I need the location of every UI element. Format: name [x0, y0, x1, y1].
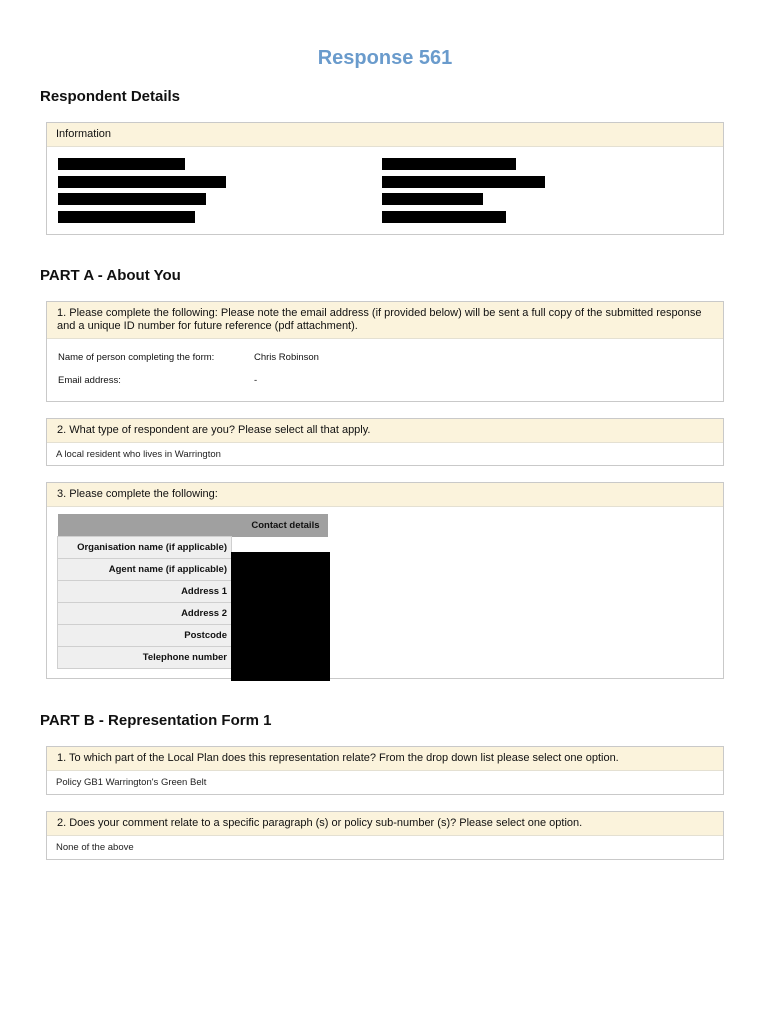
information-box-title: Information [47, 123, 723, 147]
name-field-label: Name of person completing the form: [58, 352, 215, 363]
redaction-block [231, 552, 330, 681]
email-field-label: Email address: [58, 375, 121, 386]
row-label: Agent name (if applicable) [58, 559, 232, 581]
contact-details-header: Contact details [232, 514, 329, 537]
part-b-question-2 [46, 811, 724, 860]
row-label: Organisation name (if applicable) [58, 537, 232, 559]
redaction-block [58, 193, 206, 205]
redaction-block [382, 176, 545, 188]
answer-text: None of the above [56, 842, 134, 853]
part-a-question-2 [46, 418, 724, 466]
question-text: 1. To which part of the Local Plan does this representation relate? From the drop down list please select one option. [47, 747, 723, 771]
redaction-block [58, 176, 226, 188]
redaction-block [58, 158, 185, 170]
redaction-block [58, 211, 195, 223]
part-b-heading: PART B - Representation Form 1 [40, 712, 272, 729]
redaction-block [382, 193, 483, 205]
answer-text: A local resident who lives in Warrington [56, 449, 221, 460]
respondent-details-heading: Respondent Details [40, 88, 181, 105]
redaction-block [382, 211, 506, 223]
row-label: Address 2 [58, 603, 232, 625]
page-title: Response 561 [317, 47, 453, 69]
question-text: 1. Please complete the following: Please note the email address (if provided below) will be sent a full copy of the submitted response and a unique ID number for future reference (pdf attachment). [47, 302, 723, 339]
question-text: 2. Does your comment relate to a specific paragraph (s) or policy sub-number (s)? Please select one option. [47, 812, 723, 836]
part-a-heading: PART A - About You [40, 267, 181, 284]
question-text: 3. Please complete the following: [47, 483, 723, 507]
redaction-block [382, 158, 516, 170]
row-label: Address 1 [58, 581, 232, 603]
answer-text: Policy GB1 Warrington's Green Belt [56, 777, 207, 788]
email-field-value: - [254, 375, 258, 386]
question-text: 2. What type of respondent are you? Please select all that apply. [47, 419, 723, 443]
row-label: Telephone number [58, 647, 232, 669]
name-field-value: Chris Robinson [254, 352, 319, 363]
table-corner [58, 514, 232, 537]
part-b-question-1 [46, 746, 724, 795]
row-label: Postcode [58, 625, 232, 647]
